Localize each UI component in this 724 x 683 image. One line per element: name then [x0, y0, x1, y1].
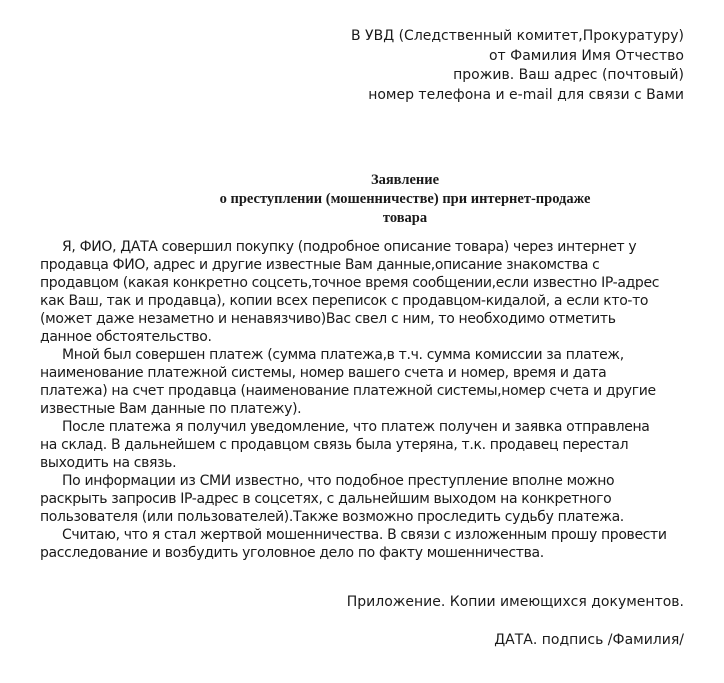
- paragraph-line: После платежа я получил уведомление, что платеж получен и заявка отправлена: [62, 419, 650, 435]
- statement-body: [40, 238, 667, 562]
- paragraph-line: По информации из СМИ известно, что подобное преступление вполне можно: [62, 473, 615, 489]
- subtitle-line: о преступлении (мошенничестве) при интернет-продаже товара: [219, 191, 591, 226]
- paragraph: [40, 472, 667, 526]
- paragraph-line: Мной был совершен платеж (сумма платежа,в т.ч. сумма комиссии за платеж,: [62, 347, 624, 363]
- paragraph-line: платежа) на счет продавца (наименование платежной системы,номер счета и другие: [40, 383, 656, 399]
- paragraph-line: расследование и возбудить уголовное дело по факту мошенничества.: [40, 545, 544, 561]
- paragraph-line: на склад. В дальнейшем с продавцом связь была утеряна, т.к. продавец перестал: [40, 437, 629, 453]
- paragraph-line: Считаю, что я стал жертвой мошенничества. В связи с изложенным прошу провести: [62, 527, 667, 543]
- paragraph-line: продавца ФИО, адрес и другие известные Вам данные,описание знакомства с: [40, 257, 600, 273]
- document-title: [200, 171, 610, 228]
- paragraph-line: пользователя (или пользователей).Также возможно проследить судьбу платежа.: [40, 509, 624, 525]
- paragraph: [40, 418, 667, 472]
- paragraph-line: продавцом (какая конкретно соцсеть,точное время сообщении,если известно IP-адрес: [40, 275, 660, 291]
- paragraph-line: выходить на связь.: [40, 455, 177, 471]
- appendix-note: Приложение. Копии имеющихся документов.: [346, 594, 684, 610]
- addressee-line: прожив. Ваш адрес (почтовый): [453, 67, 684, 83]
- paragraph-line: как Ваш, так и продавца), копии всех переписок с продавцом-кидалой, а если кто-то: [40, 293, 649, 309]
- addressee-line: В УВД (Следственный комитет,Прокуратуру): [351, 28, 684, 44]
- paragraph-line: известные Вам данные по платежу).: [40, 401, 302, 417]
- addressee-line: номер телефона и e-mail для связи с Вами: [368, 86, 684, 103]
- paragraph-line: наименование платежной системы, номер вашего счета и номер, время и дата: [40, 365, 607, 381]
- paragraph: [40, 346, 667, 418]
- addressee-block: [351, 27, 684, 105]
- paragraph-line: Я, ФИО, ДАТА совершил покупку (подробное описание товара) через интернет у: [62, 239, 637, 255]
- paragraph: [40, 526, 667, 562]
- paragraph: [40, 238, 667, 346]
- paragraph-line: данное обстоятельство.: [40, 329, 212, 345]
- title-line: Заявление: [370, 172, 440, 188]
- paragraph-line: (может даже незаметно и ненавязчиво)Вас свел с ним, то необходимо отметить: [40, 311, 616, 327]
- paragraph-line: раскрыть запросив IP-адрес в соцсетях, с дальнейшим выходом на конкретного: [40, 491, 612, 507]
- signature-line: ДАТА. подпись /Фамилия/: [494, 632, 684, 648]
- addressee-line: от Фамилия Имя Отчество: [488, 47, 684, 64]
